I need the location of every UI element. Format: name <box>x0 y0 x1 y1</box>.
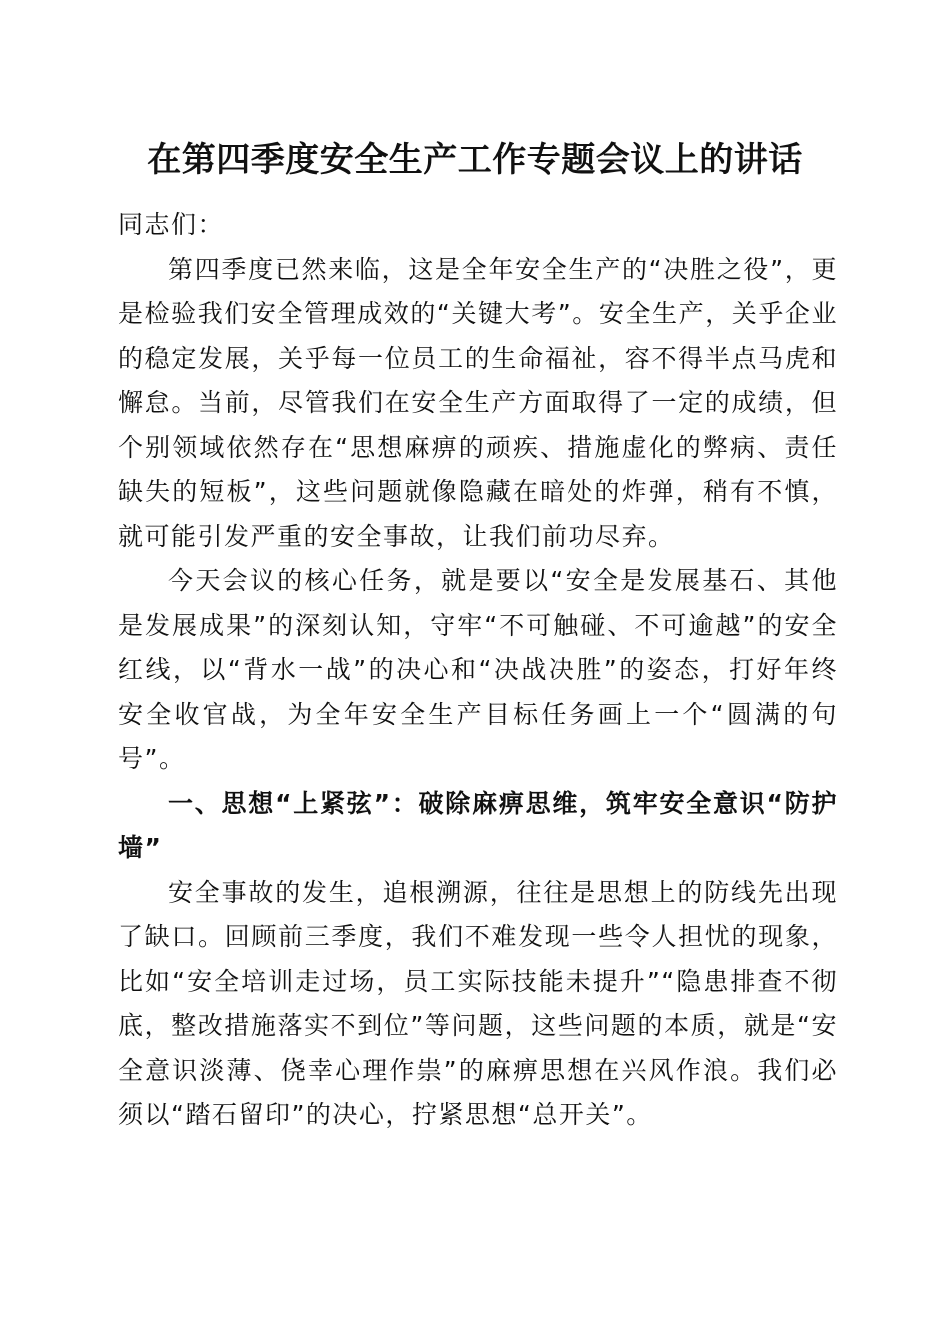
section-1-paragraph: 安全事故的发生，追根溯源，往往是思想上的防线先出现了缺口。回顾前三季度，我们不难发现一些令人担忧的现象，比如“安全培训走过场，员工实际技能未提升”“隐患排查不彻底，整改措施落实不到位”等问题，这些问题的本质，就是“安全意识淡薄、侥幸心理作祟”的麻痹思想在兴风作浪。我们必须以“踏石留印”的决心，拧紧思想“总开关”。 <box>118 877 838 1129</box>
salutation: 同志们： <box>118 210 225 239</box>
section-1-heading: 一、思想“上紧弦”：破除麻痹思维，筑牢安全意识“防护墙” <box>118 788 838 862</box>
intro-paragraph-1: 第四季度已然来临，这是全年安全生产的“决胜之役”，更是检验我们安全管理成效的“关键大考”。安全生产，关乎企业的稳定发展，关乎每一位员工的生命福祉，容不得半点马虎和懈怠。当前，尽管我们在安全生产方面取得了一定的成绩，但个别领域依然存在“思想麻痹的顽疾、措施虚化的弊病、责任缺失的短板”，这些问题就像隐藏在暗处的炸弹，稍有不慎，就可能引发严重的安全事故，让我们前功尽弃。 <box>118 254 838 551</box>
intro-paragraph-2: 今天会议的核心任务，就是要以“安全是发展基石、其他是发展成果”的深刻认知，守牢“不可触碰、不可逾越”的安全红线，以“背水一战”的决心和“决战决胜”的姿态，打好年终安全收官战，为全年安全生产目标任务画上一个“圆满的句号”。 <box>118 566 838 773</box>
document-body <box>118 203 838 1138</box>
document-title: 在第四季度安全生产工作专题会议上的讲话 <box>147 140 803 180</box>
